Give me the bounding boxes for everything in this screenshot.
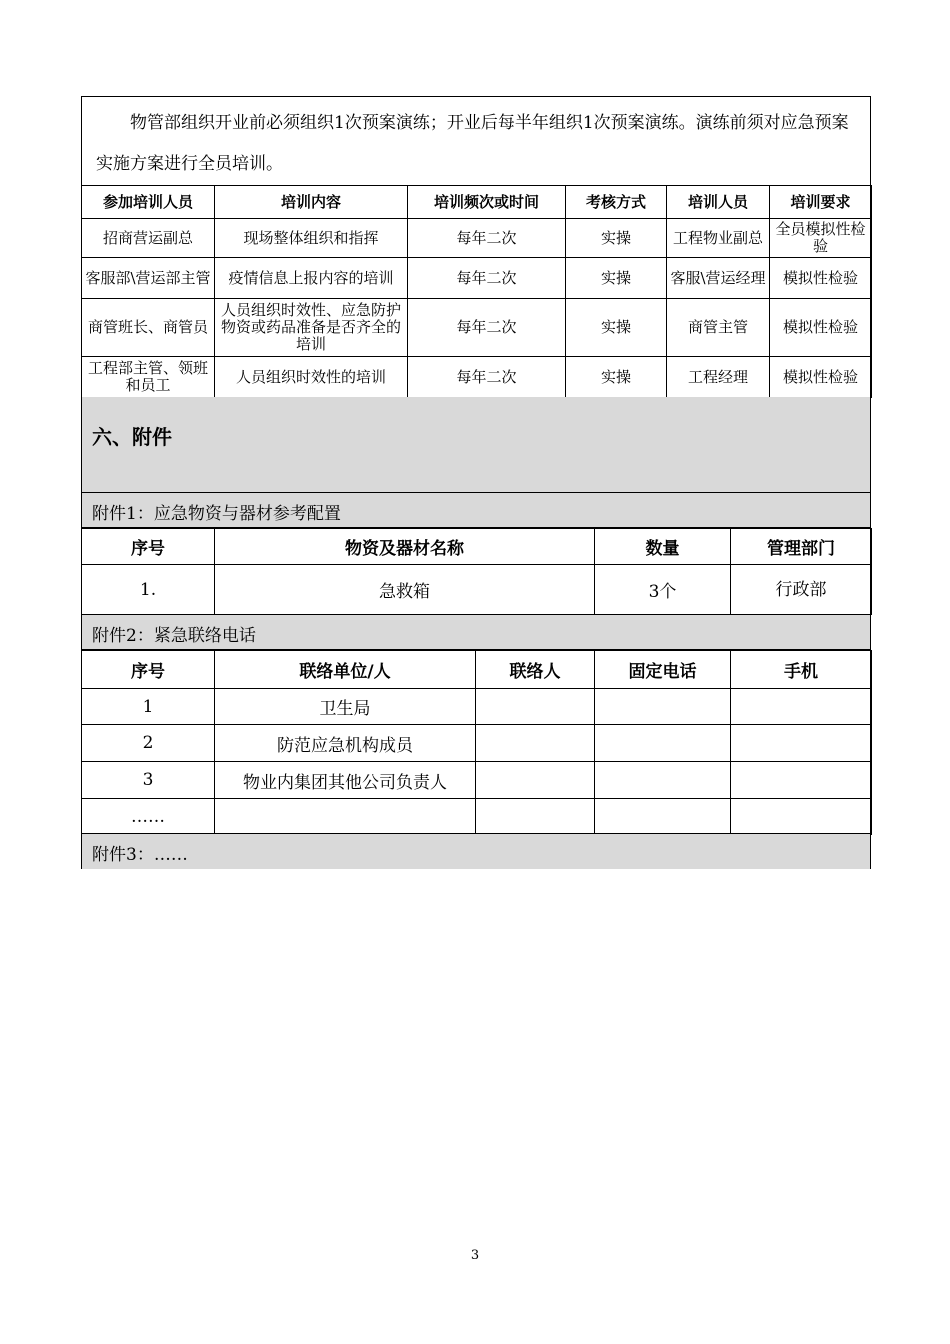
table-cell: …… [82,799,215,835]
table-cell [595,799,731,835]
table-cell [595,725,731,762]
table-cell [476,762,595,799]
table-cell: 实操 [566,258,667,299]
table-row [82,299,872,357]
table-cell [595,689,731,725]
table-cell: 实操 [566,299,667,357]
table-cell [731,725,872,762]
table-cell: 工程部主管、领班和员工 [82,357,215,398]
table-cell [595,762,731,799]
table-cell: 急救箱 [215,565,595,615]
table-cell: 模拟性检验 [770,258,872,299]
table-header-row [82,651,872,689]
table-cell: 人员组织时效性的培训 [215,357,408,398]
table-row [82,799,872,835]
header-cell: 联络单位/人 [215,651,476,689]
table-cell: 卫生局 [215,689,476,725]
header-cell: 考核方式 [566,186,667,219]
header-cell: 联络人 [476,651,595,689]
annex3-title: 附件3：…… [82,833,870,869]
table-row [82,219,872,258]
header-cell: 培训频次或时间 [408,186,566,219]
table-cell: 商管主管 [667,299,770,357]
header-cell: 培训人员 [667,186,770,219]
page-number: 3 [470,1248,480,1263]
table-row [82,725,872,762]
header-cell: 管理部门 [731,529,872,565]
header-cell: 数量 [595,529,731,565]
table-cell: 模拟性检验 [770,299,872,357]
table-cell: 客服部\营运部主管 [82,258,215,299]
table-cell: 每年二次 [408,258,566,299]
table-cell: 行政部 [731,565,872,615]
table-cell: 每年二次 [408,357,566,398]
table-cell [731,689,872,725]
annex2-title: 附件2：紧急联络电话 [82,614,870,650]
table-cell: 3个 [595,565,731,615]
table-cell: 工程经理 [667,357,770,398]
table-header-row [82,186,872,219]
table-header-row [82,529,872,565]
table-cell [215,799,476,835]
intro-paragraph: 物管部组织开业前必须组织1次预案演练；开业后每半年组织1次预案演练。演练前须对应急预案实施方案进行全员培训。 [96,113,849,174]
table-cell: 商管班长、商管员 [82,299,215,357]
header-cell: 固定电话 [595,651,731,689]
table-cell: 1 [82,689,215,725]
document-frame [81,96,871,869]
table-cell: 1. [82,565,215,615]
annex1-title: 附件1：应急物资与器材参考配置 [82,492,870,528]
table-cell: 招商营运副总 [82,219,215,258]
table-cell: 2 [82,725,215,762]
header-cell: 培训要求 [770,186,872,219]
table-cell: 人员组织时效性、应急防护物资或药品准备是否齐全的培训 [215,299,408,357]
header-cell: 参加培训人员 [82,186,215,219]
header-cell: 培训内容 [215,186,408,219]
table-row [82,565,872,615]
table-cell: 实操 [566,357,667,398]
table-cell [476,689,595,725]
annex2-table [81,650,872,835]
table-cell: 工程物业副总 [667,219,770,258]
table-cell [731,762,872,799]
training-table [81,185,872,398]
table-row [82,762,872,799]
header-cell: 物资及器材名称 [215,529,595,565]
table-cell: 模拟性检验 [770,357,872,398]
annex1-table [81,528,872,615]
table-cell: 疫情信息上报内容的培训 [215,258,408,299]
table-cell: 每年二次 [408,219,566,258]
table-cell [476,799,595,835]
table-cell: 全员模拟性检验 [770,219,872,258]
header-cell: 手机 [731,651,872,689]
table-cell: 防范应急机构成员 [215,725,476,762]
table-cell: 每年二次 [408,299,566,357]
table-cell: 物业内集团其他公司负责人 [215,762,476,799]
table-cell: 现场整体组织和指挥 [215,219,408,258]
table-row [82,258,872,299]
table-row [82,689,872,725]
table-cell: 3 [82,762,215,799]
table-cell: 客服\营运经理 [667,258,770,299]
section-heading: 六、附件 [82,397,870,492]
table-row [82,357,872,398]
header-cell: 序号 [82,529,215,565]
header-cell: 序号 [82,651,215,689]
table-cell [731,799,872,835]
table-cell [476,725,595,762]
table-cell: 实操 [566,219,667,258]
